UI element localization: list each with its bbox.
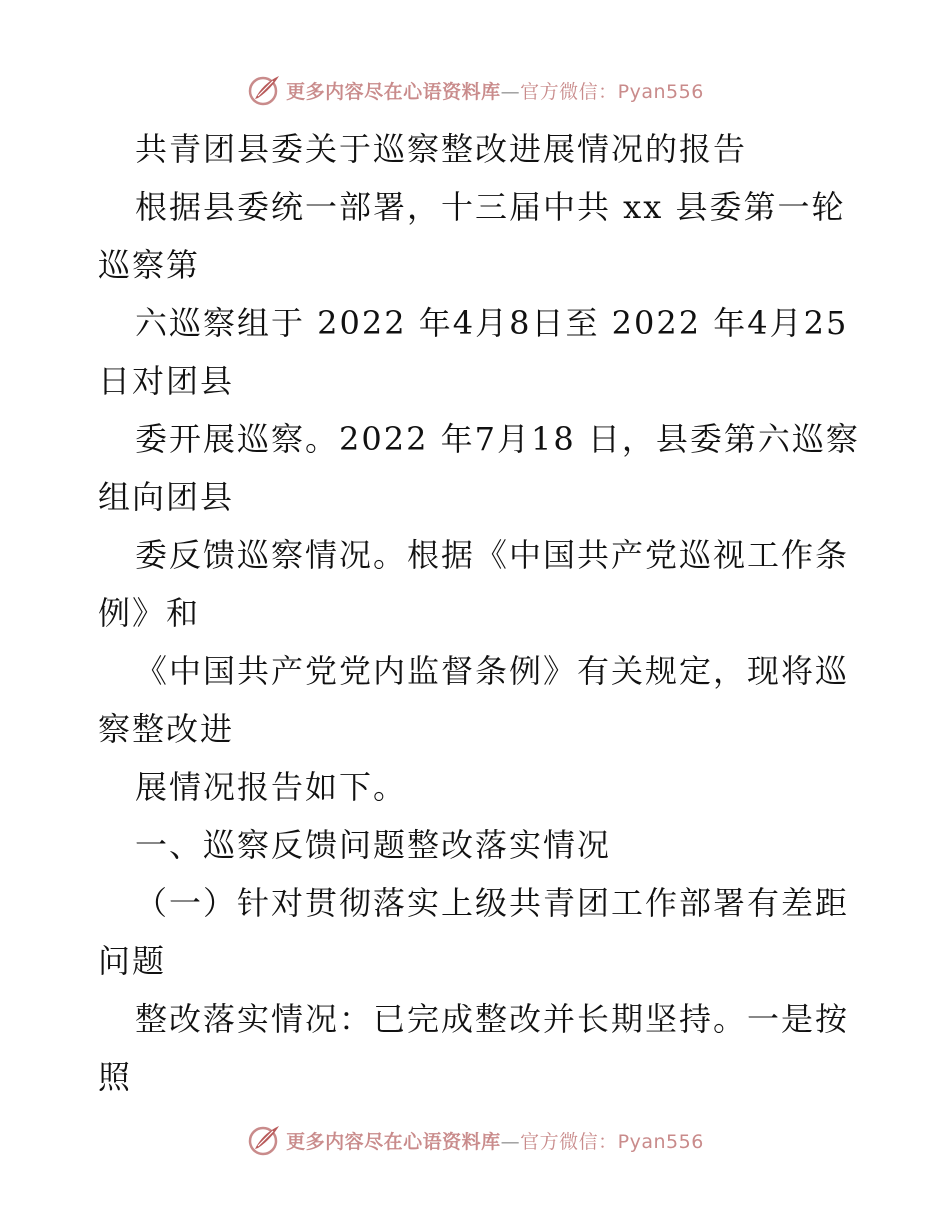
text-line: 根据县委统一部署，十三届中共 xx 县委第一轮 [135,188,846,226]
footer-watermark-banner [0,1122,950,1158]
header-watermark-banner [0,72,950,108]
text-line: 日对团县 [98,362,235,400]
banner-brand-text: 更多内容尽在心语资料库 [286,80,501,103]
text-line: 例》和 [98,594,201,632]
text-line: 展情况报告如下。 [135,768,408,806]
banner-brand-text: 更多内容尽在心语资料库 [286,1130,501,1153]
banner-separator: — [500,1130,521,1153]
text-line: 问题 [98,942,167,980]
text-line: 《中国共产党党内监督条例》有关规定，现将巡 [135,652,850,690]
feather-pen-logo-icon [246,1122,282,1158]
document-title: 共青团县委关于巡察整改进展情况的报告 [135,130,748,168]
text-line: 委开展巡察。2022 年7月18 日，县委第六巡察 [135,420,860,458]
text-line: 组向团县 [98,478,235,516]
text-line: 六巡察组于 2022 年4月8日至 2022 年4月25 [135,304,849,342]
text-line: 整改落实情况：已完成整改并长期坚持。一是按 [135,1000,850,1038]
section-heading: 一、巡察反馈问题整改落实情况 [135,826,612,864]
text-line: 照 [98,1058,133,1096]
text-line: 委反馈巡察情况。根据《中国共产党巡视工作条 [135,536,850,574]
banner-wechat-text: 官方微信：Pyan556 [520,80,704,103]
feather-pen-logo-icon [246,72,282,108]
text-line: 巡察第 [98,246,201,284]
banner-separator: — [500,80,521,103]
subsection-heading: （一）针对贯彻落实上级共青团工作部署有差距 [135,884,850,922]
text-line: 察整改进 [98,710,235,748]
banner-wechat-text: 官方微信：Pyan556 [520,1130,704,1153]
document-body [98,120,858,1106]
